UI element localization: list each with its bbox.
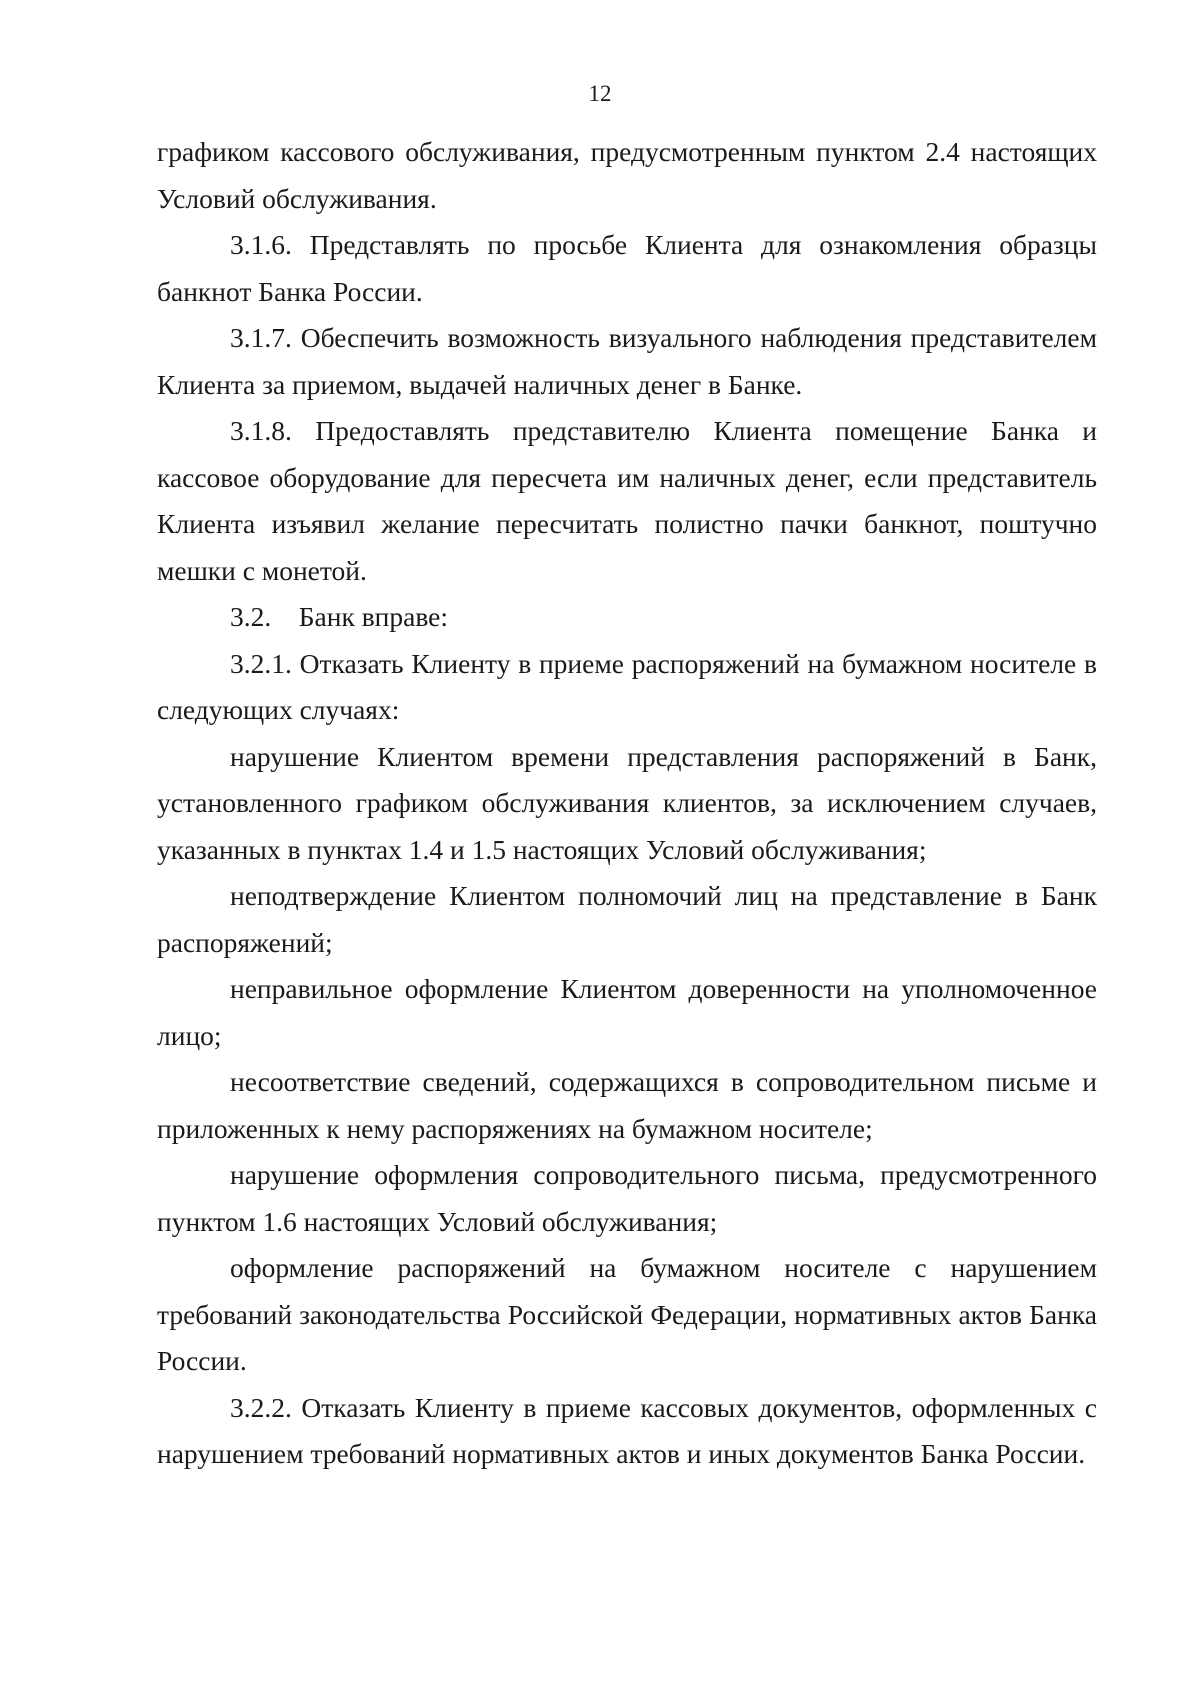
paragraph-case-cover-letter: нарушение оформления сопроводительного письма, предусмотренного пунктом 1.6 настоящих Условий обслуживания; [157, 1159, 1097, 1237]
page-number: 12 [588, 81, 612, 106]
paragraph-3-2-2: 3.2.2. Отказать Клиенту в приеме кассовых документов, оформленных с нарушением требований нормативных актов и иных документов Банка России. [157, 1391, 1097, 1469]
paragraph-continuation: графиком кассового обслуживания, предусмотренным пунктом 2.4 настоящих Условий обслуживания. [157, 136, 1097, 214]
paragraph-3-2: 3.2. Банк вправе: [230, 601, 449, 632]
paragraph-case-power-of-attorney: неправильное оформление Клиентом доверенности на уполномоченное лицо; [157, 973, 1097, 1051]
paragraph-3-1-8: 3.1.8. Предоставлять представителю Клиента помещение Банка и кассовое оборудование для пересчета им наличных денег, если представитель Клиента изъявил желание пересчитать полистно пачки банкнот, поштучно мешки с монетой. [157, 415, 1097, 586]
document-body [157, 129, 1097, 1478]
paragraph-3-1-7: 3.1.7. Обеспечить возможность визуального наблюдения представителем Клиента за приемом, выдачей наличных денег в Банке. [157, 322, 1097, 400]
paragraph-case-time-violation: нарушение Клиентом времени представления распоряжений в Банк, установленного графиком обслуживания клиентов, за исключением случаев, указанных в пунктах 1.4 и 1.5 настоящих Условий обслуживания; [157, 740, 1097, 865]
paragraph-case-legal-requirements: оформление распоряжений на бумажном носителе с нарушением требований законодательства Российской Федерации, нормативных актов Банка России. [157, 1252, 1097, 1376]
paragraph-case-no-authority: неподтверждение Клиентом полномочий лиц на представление в Банк распоряжений; [157, 880, 1097, 958]
paragraph-3-2-1: 3.2.1. Отказать Клиенту в приеме распоряжений на бумажном носителе в следующих случаях: [157, 647, 1097, 725]
paragraph-3-1-6: 3.1.6. Представлять по просьбе Клиента для ознакомления образцы банкнот Банка России. [157, 229, 1097, 307]
paragraph-case-mismatch: несоответствие сведений, содержащихся в сопроводительном письме и приложенных к нему распоряжениях на бумажном носителе; [157, 1066, 1097, 1144]
